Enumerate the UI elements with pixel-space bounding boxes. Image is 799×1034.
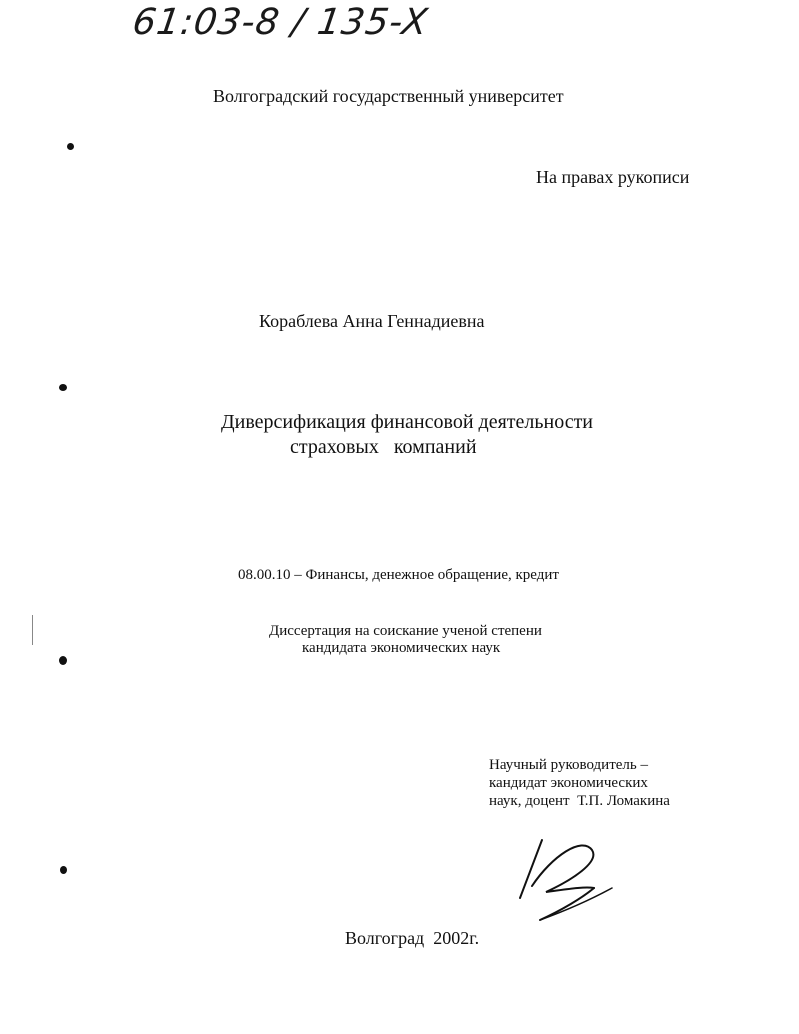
signature: [512, 836, 622, 926]
author-name: Кораблева Анна Геннадиевна: [259, 311, 485, 331]
dissertation-title-line-1: Диверсификация финансовой деятельности: [221, 411, 594, 433]
scan-mark: [59, 656, 67, 665]
dissertation-title-line-2: страховых компаний: [290, 436, 477, 458]
advisor-line-1: Научный руководитель –: [489, 757, 648, 773]
degree-line-2: кандидата экономических наук: [302, 640, 501, 656]
advisor-line-2: кандидат экономических: [489, 775, 648, 791]
degree-line-1: Диссертация на соискание ученой степени: [269, 623, 542, 639]
archive-code-handwritten: 61:03-8 / 135-X: [130, 2, 431, 43]
scan-edge-line: [32, 615, 33, 645]
scan-mark: [59, 384, 67, 391]
place-and-year: Волгоград 2002г.: [345, 928, 480, 948]
specialty-code: 08.00.10 – Финансы, денежное обращение, кредит: [238, 567, 559, 583]
university-name: Волгоградский государственный университет: [213, 86, 564, 106]
scan-mark: [60, 866, 67, 874]
scan-mark: [67, 143, 74, 150]
rights-notice: На правах рукописи: [536, 167, 690, 187]
advisor-line-3: наук, доцент Т.П. Ломакина: [489, 793, 670, 809]
